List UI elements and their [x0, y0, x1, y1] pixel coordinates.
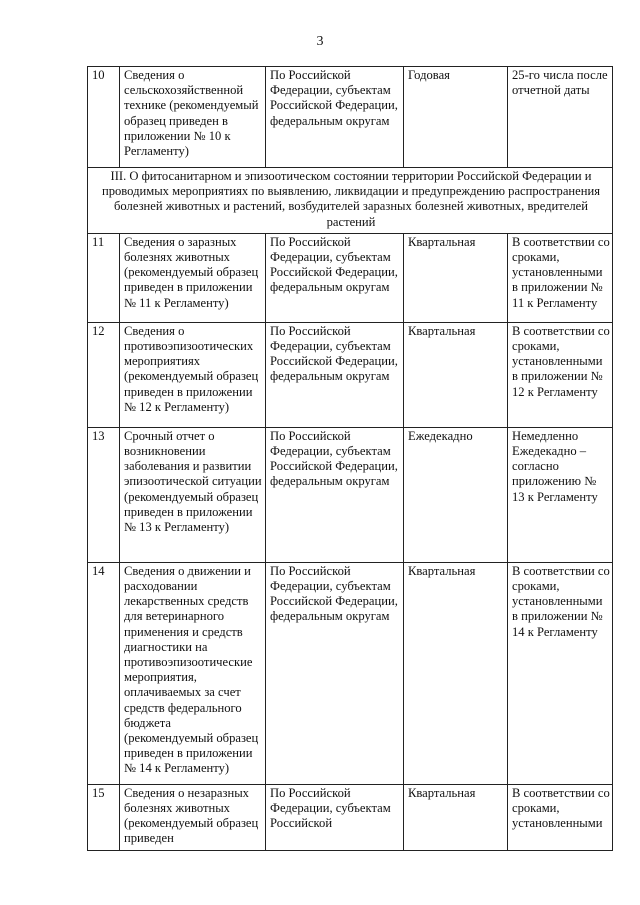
report-period: Квартальная — [404, 233, 508, 322]
report-recipients: По Российской Федерации, субъектам Российской Федерации, федеральным округам — [266, 562, 404, 784]
report-deadline: В соответствии со сроками, установленными — [508, 784, 613, 850]
report-recipients: По Российской Федерации, субъектам Российской Федерации, федеральным округам — [266, 233, 404, 322]
report-deadline: Немедленно Ежедекадно – согласно приложению № 13 к Регламенту — [508, 427, 613, 562]
row-number: 14 — [88, 562, 120, 784]
table-row — [88, 322, 613, 427]
report-name: Сведения о незаразных болезнях животных (рекомендуемый образец приведен — [120, 784, 266, 850]
row-number: 10 — [88, 67, 120, 168]
report-name: Сведения о противоэпизоотических мероприятиях (рекомендуемый образец приведен в приложении № 12 к Регламенту) — [120, 322, 266, 427]
table-row — [88, 784, 613, 850]
page-number: 3 — [316, 34, 324, 49]
report-deadline: В соответствии со сроками, установленными в приложении № 14 к Регламенту — [508, 562, 613, 784]
report-period: Квартальная — [404, 562, 508, 784]
section-header-row — [88, 168, 613, 234]
section-title: III. О фитосанитарном и эпизоотическом состоянии территории Российской Федерации и проводимых мероприятиях по выявлению, ликвидации и предупреждению распространения болезней животных и растений, возбудителей заразных болезней животных, вредителей растений — [88, 168, 613, 234]
table-row — [88, 233, 613, 322]
report-period: Годовая — [404, 67, 508, 168]
table-row — [88, 427, 613, 562]
report-name: Сведения о заразных болезнях животных (рекомендуемый образец приведен в приложении № 11 к Регламенту) — [120, 233, 266, 322]
report-name: Сведения о движении и расходовании лекарственных средств для ветеринарного применения и средств диагностики на противоэпизоотические мероприятия, оплачиваемых за счет средств федерального бюджета (рекомендуемый образец приведен в приложении № 14 к Регламенту) — [120, 562, 266, 784]
report-recipients: По Российской Федерации, субъектам Российской Федерации, федеральным округам — [266, 427, 404, 562]
report-period: Ежедекадно — [404, 427, 508, 562]
report-period: Квартальная — [404, 784, 508, 850]
report-deadline: В соответствии со сроками, установленными в приложении № 12 к Регламенту — [508, 322, 613, 427]
report-name: Сведения о сельскохозяйственной технике (рекомендуемый образец приведен в приложении № 10 к Регламенту) — [120, 67, 266, 168]
report-deadline: В соответствии со сроками, установленными в приложении № 11 к Регламенту — [508, 233, 613, 322]
report-recipients: По Российской Федерации, субъектам Российской — [266, 784, 404, 850]
report-period: Квартальная — [404, 322, 508, 427]
report-deadline: 25-го числа после отчетной даты — [508, 67, 613, 168]
regulation-table — [87, 66, 613, 851]
report-recipients: По Российской Федерации, субъектам Российской Федерации, федеральным округам — [266, 322, 404, 427]
row-number: 12 — [88, 322, 120, 427]
row-number: 11 — [88, 233, 120, 322]
table-row — [88, 562, 613, 784]
row-number: 13 — [88, 427, 120, 562]
row-number: 15 — [88, 784, 120, 850]
report-name: Срочный отчет о возникновении заболевания и развитии эпизоотической ситуации (рекомендуемый образец приведен в приложении № 13 к Регламенту) — [120, 427, 266, 562]
table-row — [88, 67, 613, 168]
report-recipients: По Российской Федерации, субъектам Российской Федерации, федеральным округам — [266, 67, 404, 168]
